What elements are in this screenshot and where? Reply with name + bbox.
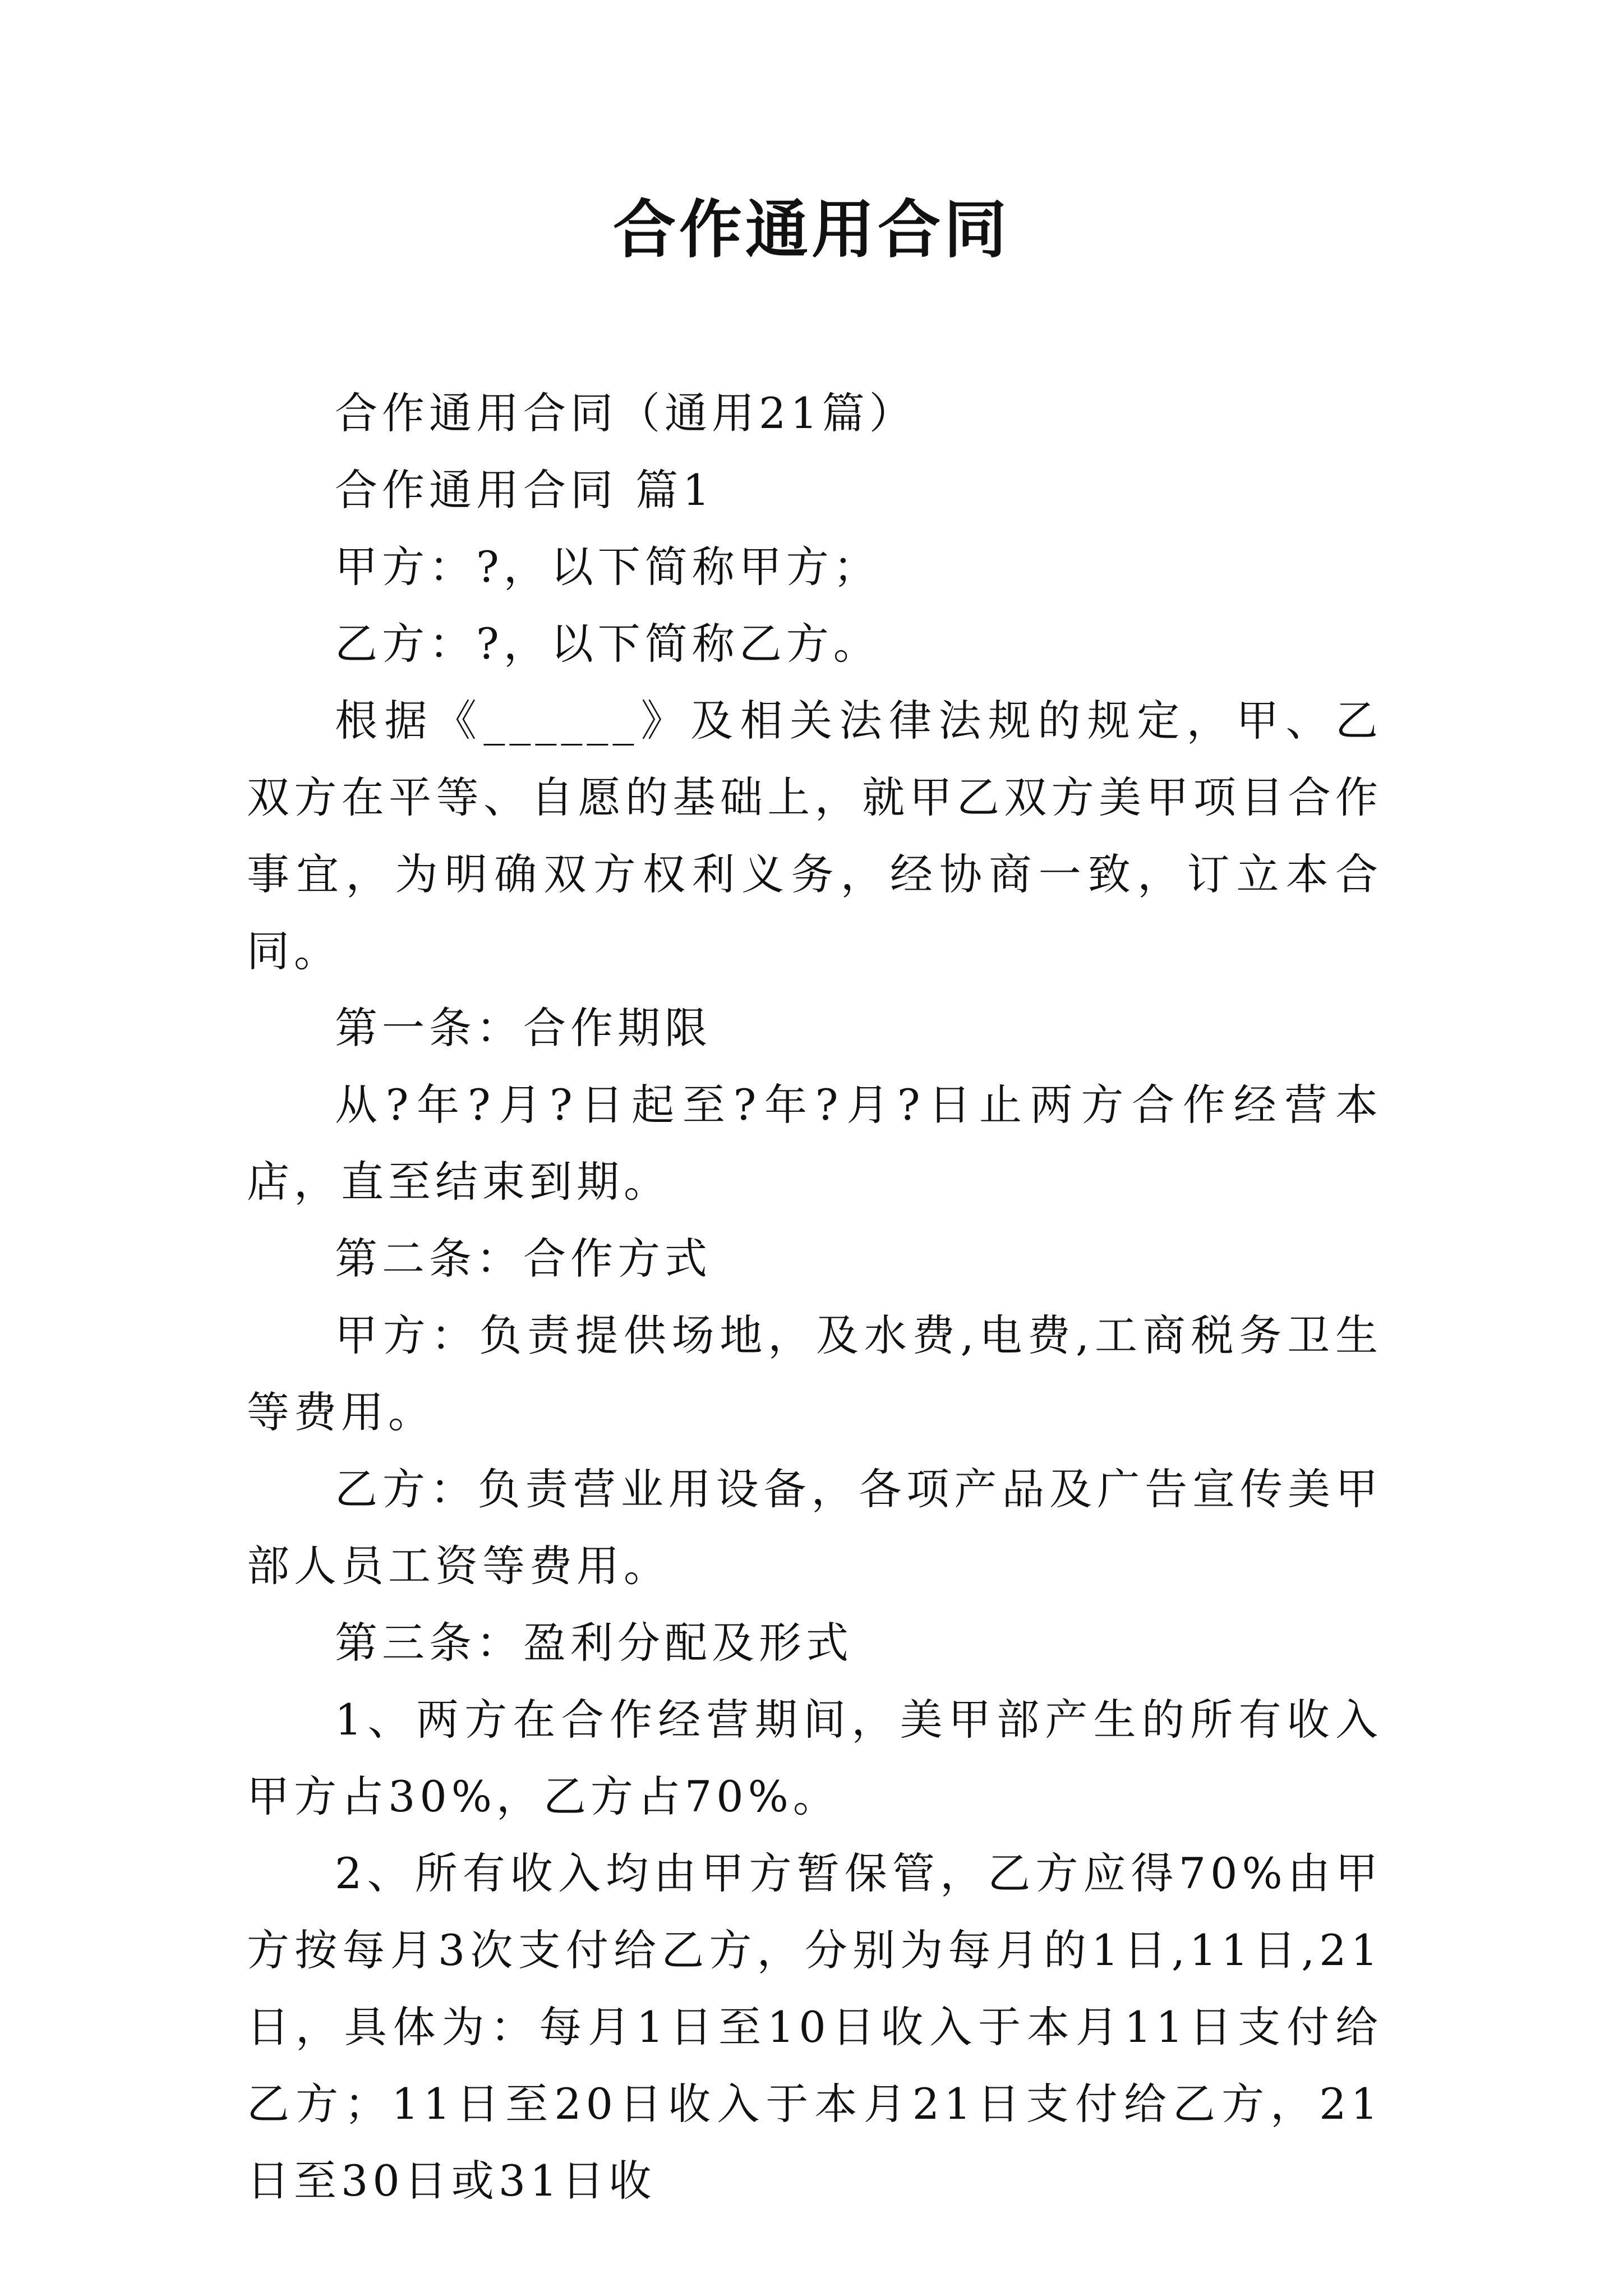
article-2-party-b: 乙方：负责营业用设备，各项产品及广告宣传美甲部人员工资等费用。	[247, 1464, 1382, 1591]
document-title: 合作通用合同	[613, 193, 1010, 266]
subtitle-paragraph: 合作通用合同（通用21篇）	[335, 388, 916, 438]
document-body	[247, 375, 1382, 2219]
article-1-heading: 第一条：合作期限	[335, 1003, 712, 1053]
article-2-party-a: 甲方：负责提供场地，及水费,电费,工商税务卫生等费用。	[247, 1310, 1382, 1437]
section-heading: 合作通用合同 篇1	[335, 465, 714, 515]
party-a-line: 甲方：?，以下简称甲方；	[335, 542, 880, 592]
article-1-body: 从?年?月?日起至?年?月?日止两方合作经营本店，直至结束到期。	[247, 1080, 1382, 1207]
article-2-heading: 第二条：合作方式	[335, 1234, 712, 1283]
article-3-item-1: 1、两方在合作经营期间，美甲部产生的所有收入甲方占30%，乙方占70%。	[247, 1695, 1382, 1821]
party-b-line: 乙方：?，以下简称乙方。	[335, 619, 880, 669]
preamble-paragraph: 根据《______》及相关法律法规的规定，甲、乙双方在平等、自愿的基础上，就甲乙双方美甲项目合作事宜，为明确双方权利义务，经协商一致，订立本合同。	[247, 696, 1382, 976]
article-3-heading: 第三条：盈利分配及形式	[335, 1618, 853, 1668]
article-3-item-2: 2、所有收入均由甲方暂保管，乙方应得70%由甲方按每月3次支付给乙方，分别为每月的1日,11日,21日，具体为：每月1日至10日收入于本月11日支付给乙方；11日至20日收入于本月21日支付给乙方，21日至30日或31日收	[247, 1848, 1382, 2206]
